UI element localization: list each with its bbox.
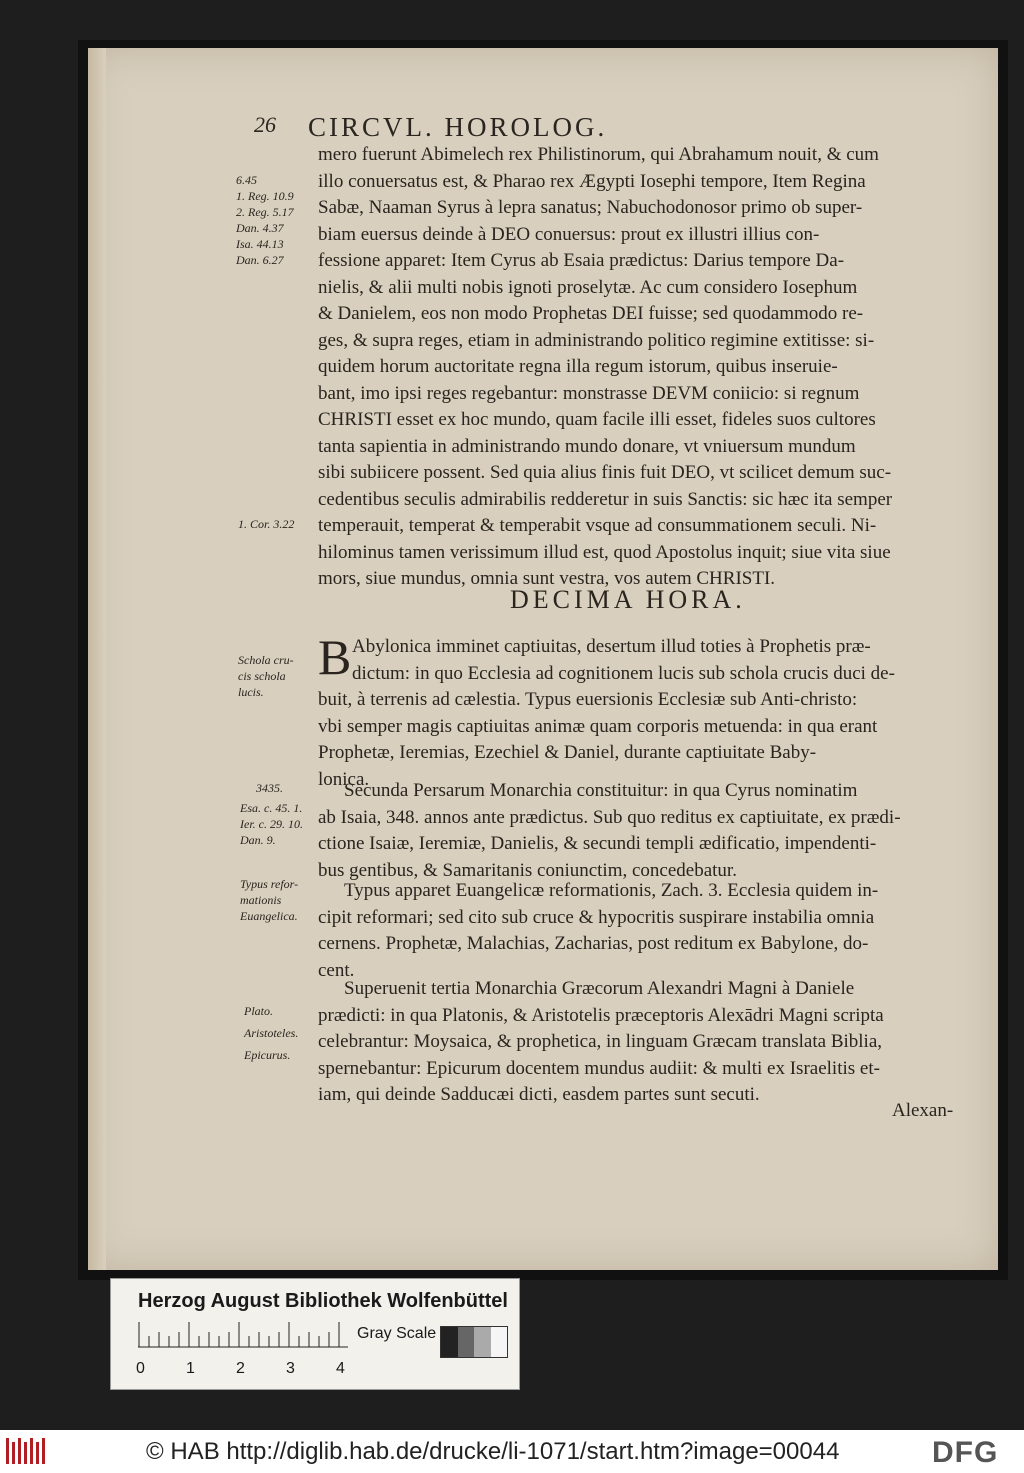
gray-scale-swatches (440, 1326, 508, 1358)
text-line: celebrantur: Moysaica, & prophetica, in linguam Græcam translata Biblia, (318, 1031, 883, 1052)
ruler-number: 1 (186, 1360, 195, 1377)
drop-capital: B (318, 629, 352, 685)
library-name: Herzog August Bibliothek Wolfenbüttel (138, 1290, 508, 1312)
margin-note-year (256, 780, 346, 796)
margin-line: Dan. 9. (240, 833, 276, 847)
margin-line: Dan. 4.37 (236, 221, 284, 235)
text-line: CHRISTI esset ex hoc mundo, quam facile illi esset, fideles suos cultores (318, 409, 876, 430)
margin-line: Ier. c. 29. 10. (240, 817, 303, 831)
page-gutter (88, 48, 106, 1270)
text-line: vbi semper magis captiuitas animæ quam corporis metuenda: in qua erant (318, 715, 878, 737)
margin-line: Dan. 6.27 (236, 253, 284, 267)
dfg-logo: DFG (932, 1436, 999, 1469)
text-line: spernebantur: Epicurum docentem mundus audiit: & multi ex Israelitis et- (318, 1057, 880, 1079)
text-line: sibi subiicere possent. Sed quia alius finis fuit DEO, vt scilicet demum suc- (318, 462, 892, 483)
margin-line: Euangelica. (240, 909, 298, 923)
text-line: Secunda Persarum Monarchia constituitur: in qua Cyrus nominatim (344, 780, 858, 801)
margin-line: cis schola (238, 669, 286, 683)
paragraph-1 (318, 142, 974, 593)
text-line: nielis, & alii multi nobis ignoti proselytæ. Ac cum considero Iosephum (318, 276, 858, 298)
gray-swatch (458, 1327, 475, 1357)
text-line: lonica. (318, 768, 370, 790)
catchword: Alexan- (892, 1100, 954, 1121)
text-line: ges, & supra reges, etiam in administrando politico regimine extitisse: si- (318, 329, 875, 351)
margin-note-schola (238, 652, 328, 700)
text-line: buit, à terrenis ad cælestia. Typus euersionis Ecclesiæ sub Anti-christo: (318, 689, 858, 710)
gray-swatch (491, 1327, 508, 1357)
margin-note-corinthians (238, 516, 328, 532)
text-line: ctione Isaiæ, Ieremiæ, Danielis, & secundi templi ædificatio, impendenti- (318, 833, 877, 854)
margin-line: 2. Reg. 5.17 (236, 205, 294, 219)
hab-logo-icon (6, 1436, 48, 1466)
gray-scale-label: Gray Scale (357, 1325, 437, 1342)
margin-note-typus (240, 876, 330, 924)
text-line: Abylonica imminet captiuitas, desertum illud toties à Prophetis præ- (352, 636, 871, 657)
text-line: Typus apparet Euangelicæ reformationis, Zach. 3. Ecclesia quidem in- (344, 880, 879, 901)
text-line: iam, qui deinde Sadducæi dicti, easdem partes sunt secuti. (318, 1084, 760, 1105)
margin-line: Plato. (244, 1004, 273, 1018)
text-line: bus gentibus, & Samaritanis coniunctim, concedebatur. (318, 859, 737, 881)
footer-credit-link[interactable]: © HAB http://diglib.hab.de/drucke/li-1071/start.htm?image=00044 (146, 1438, 840, 1465)
text-line: cent. (318, 959, 355, 981)
text-line: mero fuerunt Abimelech rex Philistinorum, qui Abrahamum nouit, & cum (318, 144, 879, 165)
text-line: bant, imo ipsi reges regebantur: monstrasse DEVM coniicio: si regnum (318, 382, 860, 404)
margin-line: 3435. (256, 781, 283, 795)
text-line: quidem horum auctoritate regna illa regum istorum, quibus inseruie- (318, 356, 838, 377)
margin-line: Epicurus. (244, 1048, 291, 1062)
margin-note-philosophers (244, 1000, 334, 1066)
gray-swatch (474, 1327, 491, 1357)
margin-line: Schola cru- (238, 653, 294, 667)
margin-line: mationis (240, 893, 282, 907)
margin-line: Typus refor- (240, 877, 299, 891)
text-line: Prophetæ, Ieremias, Ezechiel & Daniel, durante captiuitate Baby- (318, 742, 817, 763)
text-line: cedentibus seculis admirabilis redderetur in suis Sanctis: sic hæc ita semper (318, 488, 893, 510)
gray-swatch (441, 1327, 458, 1357)
text-line: ab Isaia, 348. annos ante prædictus. Sub quo reditus ex captiuitate, ex prædi- (318, 806, 901, 828)
paragraph-5 (318, 976, 974, 1109)
paragraph-3 (318, 778, 974, 884)
text-line: Superuenit tertia Monarchia Græcorum Alexandri Magni à Daniele (344, 978, 855, 999)
ruler-number: 3 (286, 1360, 295, 1377)
section-heading: DECIMA HORA. (510, 585, 746, 614)
ruler-number: 2 (236, 1360, 245, 1377)
text-line: fessione apparet: Item Cyrus ab Esaia prædictus: Darius tempore Da- (318, 250, 845, 271)
paragraph-4 (318, 878, 974, 984)
page-number: 26 (254, 112, 276, 137)
ruler-scale (138, 1322, 348, 1348)
margin-line: 1. Reg. 10.9 (236, 189, 294, 203)
ruler-number: 4 (336, 1360, 345, 1377)
margin-note-references (236, 172, 326, 268)
text-line: biam euersus deinde à DEO conuersus: prout ex illustri illius con- (318, 223, 820, 245)
text-line: & Danielem, eos non modo Prophetas DEI fuisse; sed quodammodo re- (318, 303, 864, 324)
running-head: CIRCVL. HOROLOG. (308, 112, 608, 142)
margin-line: 6.45 (236, 173, 257, 187)
text-line: tanta sapientia in administrando mundo donare, vt vniuersum mundum (318, 435, 856, 457)
margin-line: Aristoteles. (244, 1026, 299, 1040)
text-line: dictum: in quo Ecclesia ad cognitionem lucis sub schola crucis duci de- (352, 662, 895, 684)
text-line: cipit reformari; sed cito sub cruce & hypocritis suspirare instabilia omnia (318, 906, 875, 928)
text-line: hilominus tamen verissimum illud est, quod Apostolus inquit; siue vita siue (318, 541, 891, 563)
text-line: Sabæ, Naaman Syrus à lepra sanatus; Nabuchodonosor primo ob super- (318, 197, 863, 218)
margin-line: lucis. (238, 685, 264, 699)
ruler-number: 0 (136, 1360, 145, 1377)
margin-line: Isa. 44.13 (236, 237, 284, 251)
margin-note-scripture (240, 800, 330, 848)
margin-line: Esa. c. 45. 1. (240, 801, 303, 815)
paragraph-2 (318, 629, 974, 793)
text-line: mors, siue mundus, omnia sunt vestra, vos autem CHRISTI. (318, 568, 776, 589)
margin-line: 1. Cor. 3.22 (238, 517, 295, 531)
text-line: illo conuersatus est, & Pharao rex Ægypti Iosephi tempore, Item Regina (318, 170, 866, 192)
text-line: prædicti: in qua Platonis, & Aristotelis præceptoris Alexādri Magni scripta (318, 1004, 884, 1026)
text-line: temperauit, temperat & temperabit vsque ad consummationem seculi. Ni- (318, 515, 877, 536)
text-line: cernens. Prophetæ, Malachias, Zacharias, post reditum ex Babylone, do- (318, 933, 869, 954)
